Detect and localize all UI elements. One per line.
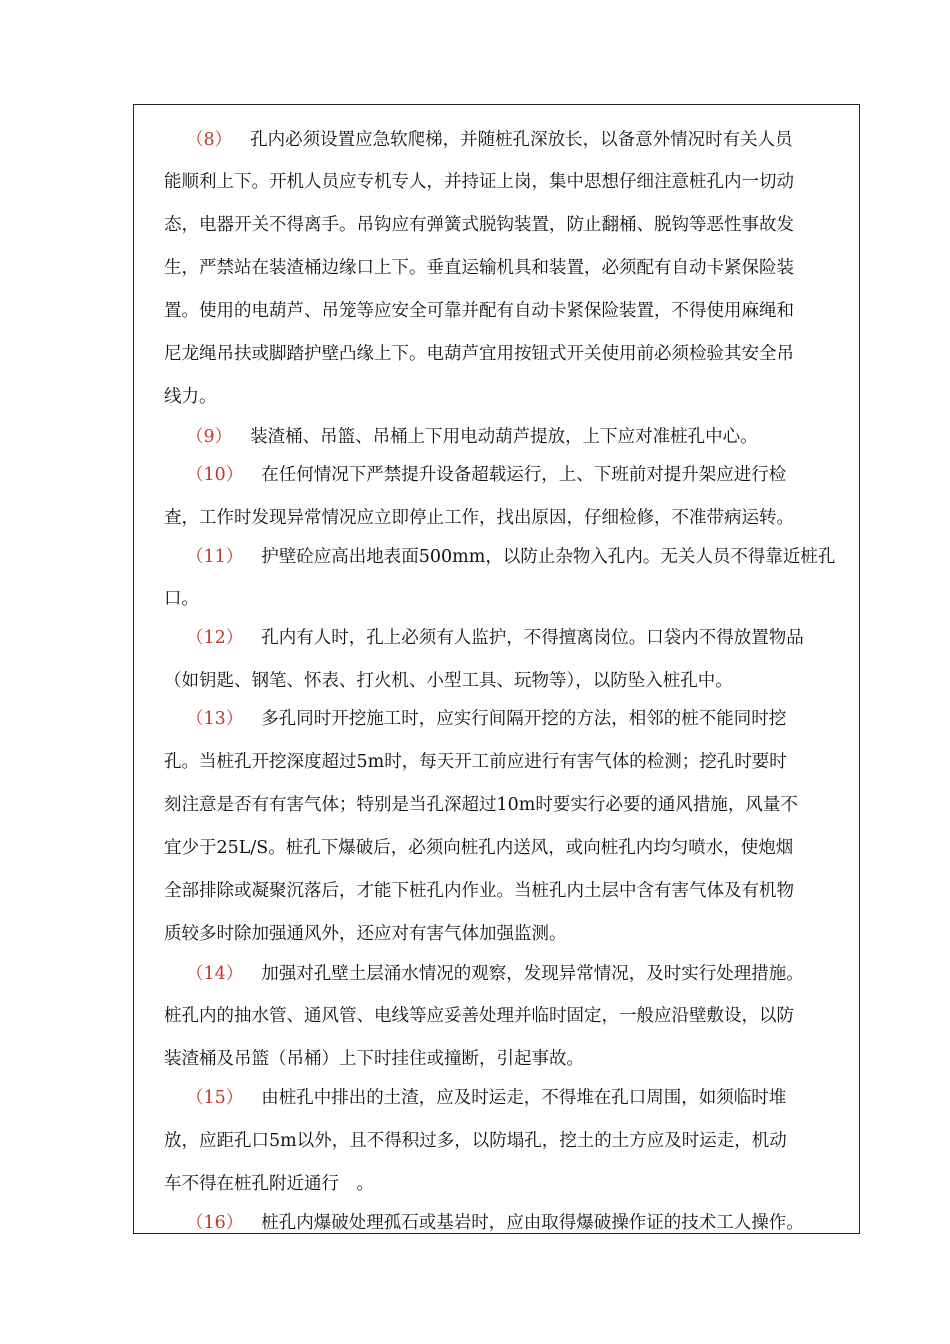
paragraph-line: 能顺利上下。开机人员应专机专人，并持证上岗，集中思想仔细注意桩孔内一切动 bbox=[164, 172, 794, 192]
paragraph-number: （15） bbox=[186, 1088, 244, 1108]
paragraph-line: 线力。 bbox=[164, 387, 217, 407]
paragraph-line: 尼龙绳吊扶或脚踏护壁凸缘上下。电葫芦宜用按钮式开关使用前必须检验其安全吊 bbox=[164, 344, 794, 364]
paragraph-line: （8） 孔内必须设置应急软爬梯，并随桩孔深放长，以备意外情况时有关人员 bbox=[186, 130, 793, 150]
paragraph-line: 放，应距孔口5m以外，且不得积过多，以防塌孔，挖土的土方应及时运走，机动 bbox=[164, 1131, 787, 1151]
paragraph-line: 全部排除或凝聚沉落后，才能下桩孔内作业。当桩孔内土层中含有害气体及有机物 bbox=[164, 881, 794, 901]
paragraph-number: （10） bbox=[186, 465, 244, 485]
paragraph-number: （11） bbox=[186, 547, 244, 567]
paragraph-line: 桩孔内的抽水管、通风管、电线等应妥善处理并临时固定，一般应沿壁敷设，以防 bbox=[164, 1006, 794, 1026]
content-frame bbox=[133, 104, 860, 1234]
paragraph-line: 刻注意是否有有害气体；特别是当孔深超过10m时要实行必要的通风措施，风量不 bbox=[164, 795, 798, 815]
paragraph-line: 装渣桶及吊篮（吊桶）上下时挂住或撞断，引起事故。 bbox=[164, 1049, 584, 1069]
paragraph-line: 车不得在桩孔附近通行 。 bbox=[164, 1174, 374, 1194]
paragraph-line: （如钥匙、钢笔、怀表、打火机、小型工具、玩物等），以防坠入桩孔中。 bbox=[164, 671, 733, 691]
paragraph-line: 置。使用的电葫芦、吊笼等应安全可靠并配有自动卡紧保险装置，不得使用麻绳和 bbox=[164, 301, 794, 321]
paragraph-number: （9） bbox=[186, 427, 233, 447]
paragraph-line: （10） 在任何情况下严禁提升设备超载运行，上、下班前对提升架应进行检 bbox=[186, 465, 787, 485]
paragraph-line: （16） 桩孔内爆破处理孤石或基岩时，应由取得爆破操作证的技术工人操作。 bbox=[186, 1213, 804, 1233]
paragraph-line: （13） 多孔同时开挖施工时，应实行间隔开挖的方法，相邻的桩不能同时挖 bbox=[186, 709, 787, 729]
paragraph-number: （14） bbox=[186, 964, 244, 984]
paragraph-number: （12） bbox=[186, 628, 244, 648]
paragraph-number: （13） bbox=[186, 709, 244, 729]
paragraph-line: （14） 加强对孔壁土层涌水情况的观察，发现异常情况，及时实行处理措施。 bbox=[186, 964, 804, 984]
paragraph-line: 孔。当桩孔开挖深度超过5m时，每天开工前应进行有害气体的检测；挖孔时要时 bbox=[164, 752, 787, 772]
paragraph-number: （8） bbox=[186, 130, 233, 150]
paragraph-line: 态，电器开关不得离手。吊钩应有弹簧式脱钩装置，防止翻桶、脱钩等恶性事故发 bbox=[164, 215, 794, 235]
paragraph-line: （15） 由桩孔中排出的土渣，应及时运走，不得堆在孔口周围，如须临时堆 bbox=[186, 1088, 787, 1108]
paragraph-line: 生，严禁站在装渣桶边缘口上下。垂直运输机具和装置，必须配有自动卡紧保险装 bbox=[164, 258, 794, 278]
paragraph-line: 宜少于25L/S。桩孔下爆破后，必须向桩孔内送风，或向桩孔内均匀喷水，使炮烟 bbox=[164, 838, 794, 858]
paragraph-line: （12） 孔内有人时，孔上必须有人监护，不得擅离岗位。口袋内不得放置物品 bbox=[186, 628, 804, 648]
paragraph-number: （16） bbox=[186, 1213, 244, 1233]
paragraph-line: 质较多时除加强通风外，还应对有害气体加强监测。 bbox=[164, 924, 567, 944]
paragraph-line: （11） 护壁砼应高出地表面500mm，以防止杂物入孔内。无关人员不得靠近桩孔 bbox=[186, 547, 836, 567]
paragraph-line: （9） 装渣桶、吊篮、吊桶上下用电动葫芦提放，上下应对准桩孔中心。 bbox=[186, 427, 758, 447]
paragraph-line: 查，工作时发现异常情况应立即停止工作，找出原因，仔细检修，不准带病运转。 bbox=[164, 508, 794, 528]
paragraph-line: 口。 bbox=[164, 589, 199, 609]
